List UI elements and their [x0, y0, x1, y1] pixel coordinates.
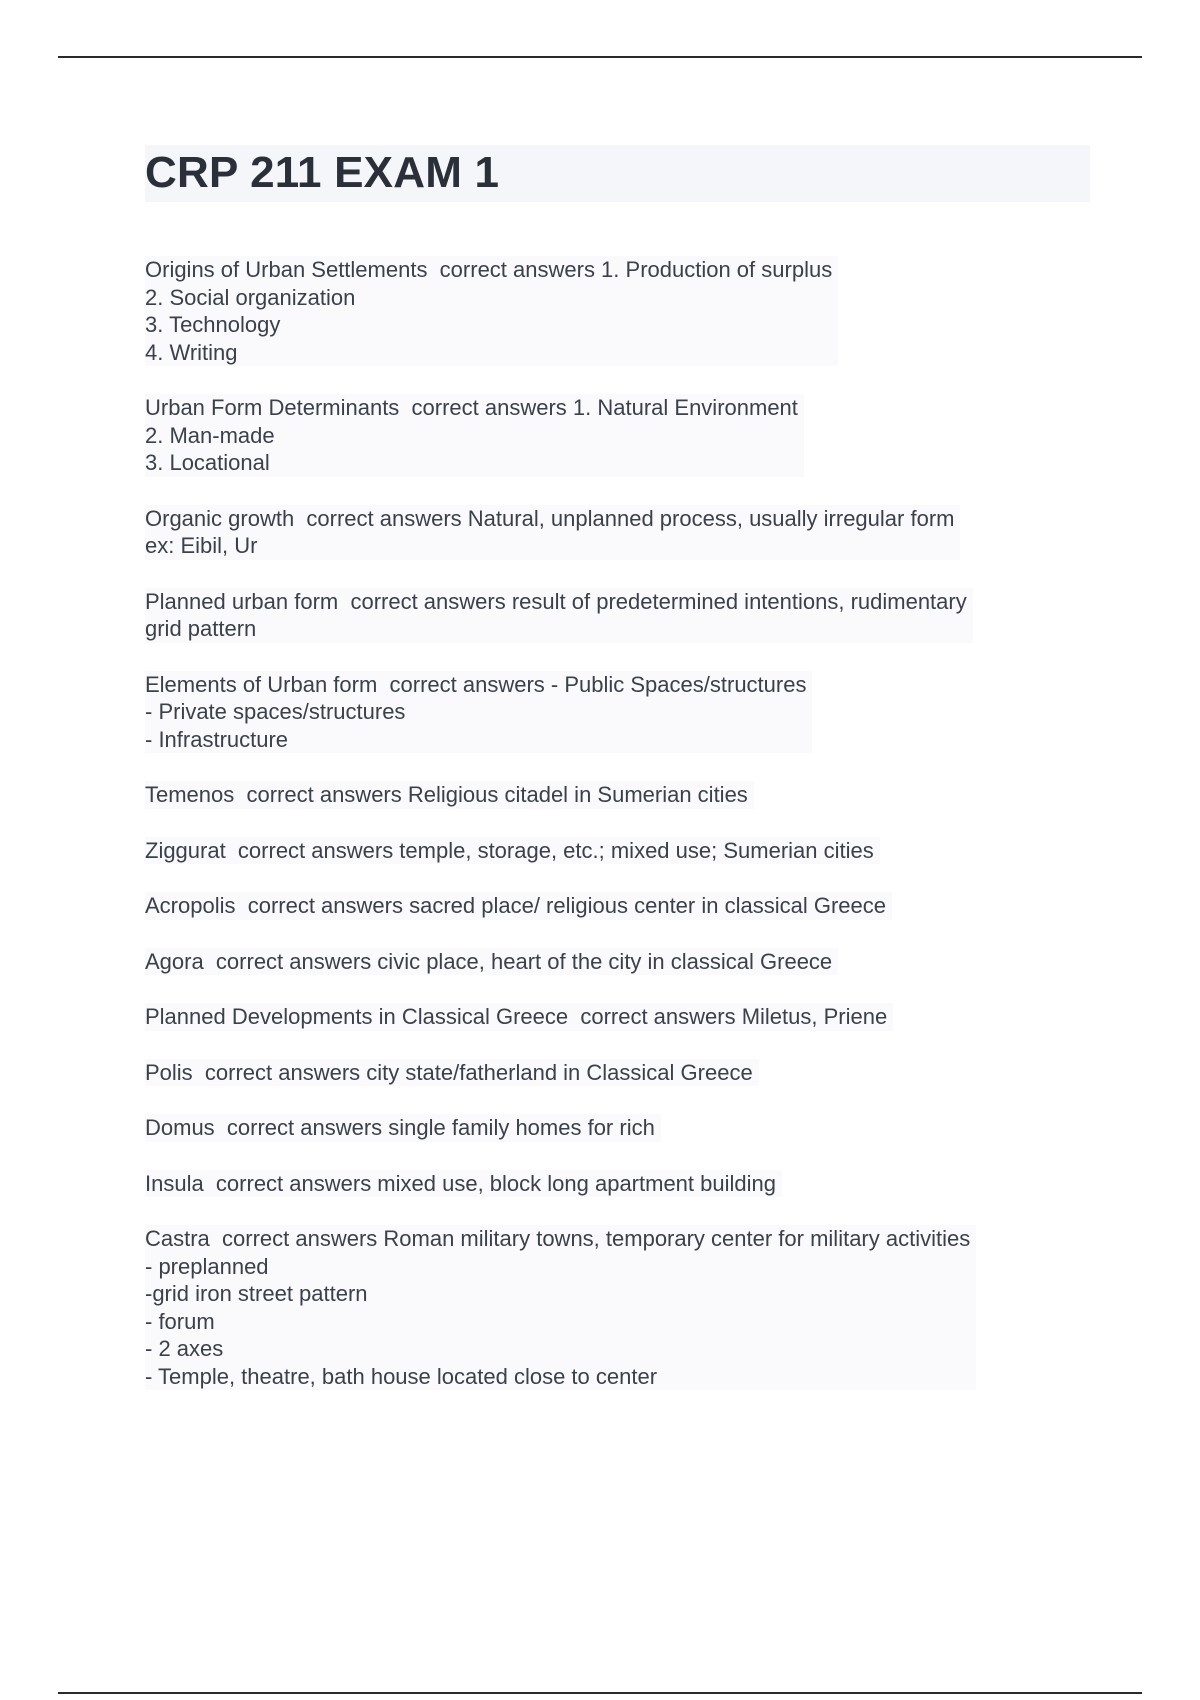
- qa-entry-text: Polis correct answers city state/fatherland in Classical Greece: [145, 1059, 753, 1085]
- qa-entry-text: Temenos correct answers Religious citadel in Sumerian cities: [145, 782, 748, 807]
- qa-entry: [145, 1170, 782, 1198]
- qa-entry: [145, 394, 804, 477]
- qa-entry: [145, 671, 812, 754]
- qa-entry: [145, 892, 892, 920]
- qa-entry-text: Organic growth correct answers Natural, unplanned process, usually irregular form: [145, 505, 955, 531]
- qa-entry-list-line: 3. Locational: [145, 450, 270, 475]
- qa-entry-text: Elements of Urban form correct answers - Public Spaces/structures: [145, 671, 807, 697]
- qa-entry-list-line: - forum: [145, 1308, 215, 1334]
- document-title: CRP 211 EXAM 1: [145, 148, 500, 197]
- qa-entry: [145, 505, 960, 560]
- qa-entry: [145, 1225, 976, 1390]
- qa-entry-text: Castra correct answers Roman military towns, temporary center for military activities: [145, 1226, 971, 1251]
- qa-entry-list-line: 2. Man-made: [145, 422, 275, 448]
- qa-entry-text: Urban Form Determinants correct answers 1. Natural Environment: [145, 395, 798, 420]
- qa-entry-list-line: 3. Technology: [145, 312, 281, 337]
- qa-entry-text: Insula correct answers mixed use, block long apartment building: [145, 1170, 776, 1196]
- qa-entry: [145, 256, 838, 366]
- qa-entry-list-line: 2. Social organization: [145, 284, 356, 310]
- qa-list: [145, 256, 1095, 1418]
- qa-entry-list-line: - Infrastructure: [145, 726, 289, 752]
- qa-entry: [145, 588, 973, 643]
- qa-entry-list-line: 4. Writing: [145, 339, 238, 365]
- bottom-rule: [58, 1692, 1142, 1694]
- qa-entry-list-line: -grid iron street pattern: [145, 1281, 368, 1306]
- qa-entry-list-line: ex: Eibil, Ur: [145, 533, 258, 558]
- qa-entry-text: Origins of Urban Settlements correct answers 1. Production of surplus: [145, 257, 833, 282]
- qa-entry-text: Domus correct answers single family homes for rich: [145, 1115, 655, 1140]
- qa-entry-list-line: - Private spaces/structures: [145, 699, 406, 724]
- qa-entry-list-line: grid pattern: [145, 616, 257, 641]
- qa-entry-text: Agora correct answers civic place, heart of the city in classical Greece: [145, 948, 833, 974]
- qa-entry-list-line: - preplanned: [145, 1253, 269, 1279]
- qa-entry-list-line: - 2 axes: [145, 1336, 224, 1361]
- qa-entry-list-line: - Temple, theatre, bath house located close to center: [145, 1363, 658, 1389]
- qa-entry-text: Planned urban form correct answers result of predetermined intentions, rudimentary: [145, 588, 967, 614]
- qa-entry-text: Acropolis correct answers sacred place/ religious center in classical Greece: [145, 893, 886, 918]
- qa-entry: [145, 837, 880, 865]
- qa-entry: [145, 1003, 893, 1031]
- qa-entry-text: Planned Developments in Classical Greece correct answers Miletus, Priene: [145, 1004, 888, 1029]
- qa-entry: [145, 1114, 661, 1142]
- qa-entry-text: Ziggurat correct answers temple, storage, etc.; mixed use; Sumerian cities: [145, 837, 874, 863]
- qa-entry: [145, 1059, 759, 1087]
- top-rule: [58, 56, 1142, 58]
- qa-entry: [145, 948, 838, 976]
- qa-entry: [145, 781, 754, 809]
